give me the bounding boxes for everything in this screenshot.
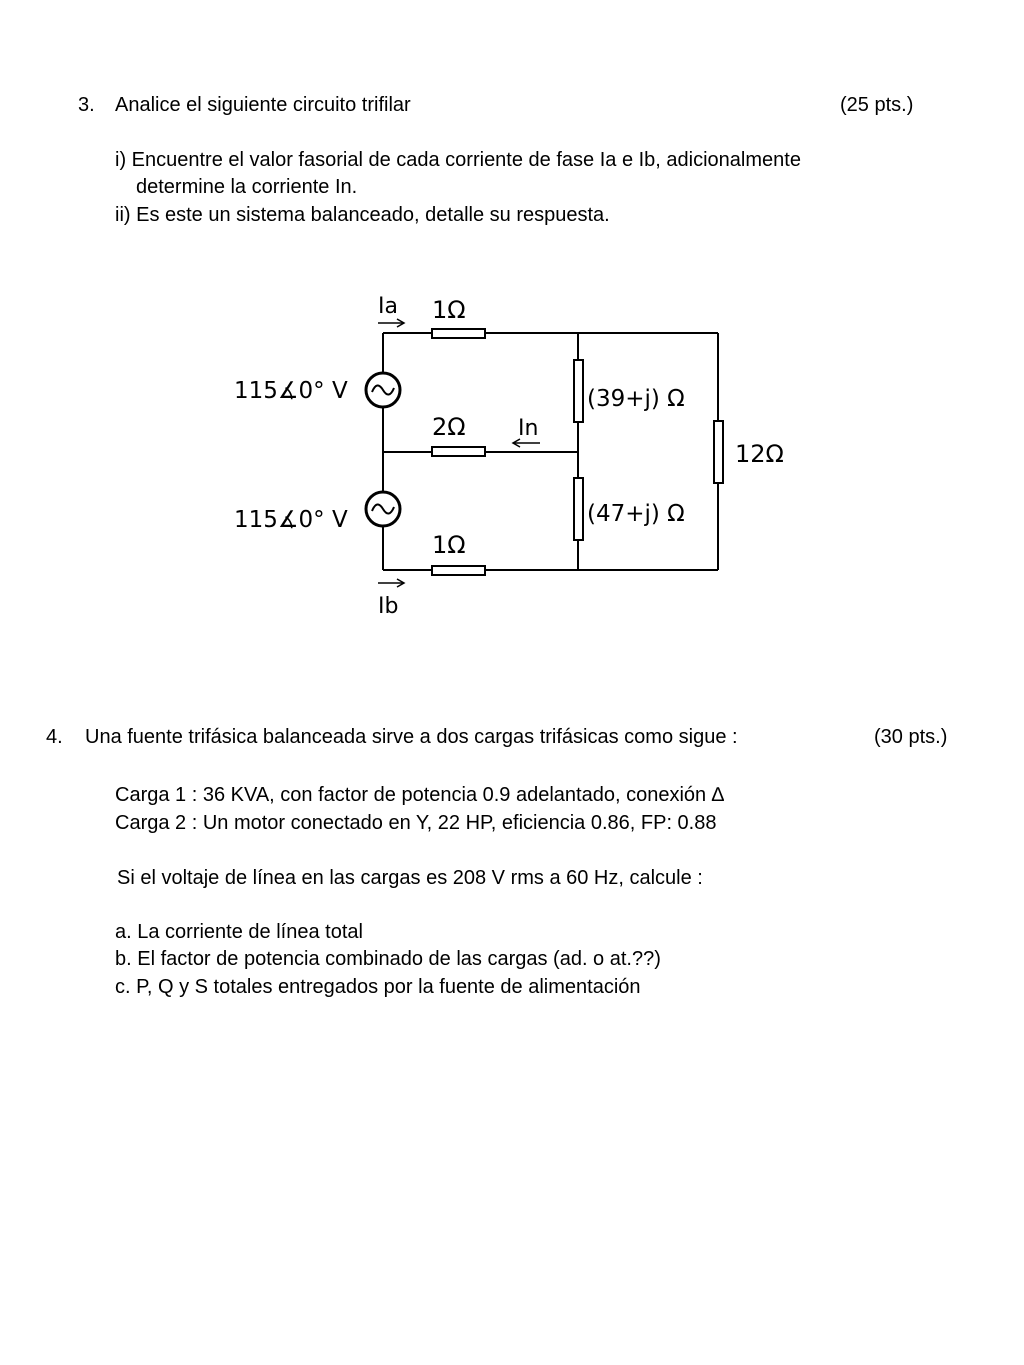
resistor-bottom [432,566,485,575]
label-source-top: 115∡0° V [234,378,348,404]
problem3-points: (25 pts.) [840,94,914,116]
problem3-item-i-line1: i) Encuentre el valor fasorial de cada corriente de fase Ia e Ib, adicionalmente [115,149,801,171]
problem4-item-b: b. El factor de potencia combinado de las cargas (ad. o at.??) [115,948,661,970]
resistor-top [432,329,485,338]
label-z-lower: (47+j) Ω [587,501,685,527]
label-r-right: 12Ω [735,440,784,468]
arrow-ia-icon [378,319,404,327]
ac-source-top [366,373,400,407]
arrow-ib-icon [378,579,404,587]
problem4-question: Si el voltaje de línea en las cargas es 208 V rms a 60 Hz, calcule : [117,867,703,889]
label-r-bottom: 1Ω [432,531,466,559]
problem3-item-i-line2: determine la corriente In. [136,176,358,198]
problem3-title: Analice el siguiente circuito trifilar [115,94,411,116]
label-r-top: 1Ω [432,296,466,324]
problem4-carga2: Carga 2 : Un motor conectado en Y, 22 HP, eficiencia 0.86, FP: 0.88 [115,812,717,834]
label-source-bottom: 115∡0° V [234,507,348,533]
impedance-upper [574,360,583,422]
label-r-mid: 2Ω [432,413,466,441]
ac-source-bottom [366,492,400,526]
problem4-number: 4. [46,726,63,748]
problem4-item-c: c. P, Q y S totales entregados por la fuente de alimentación [115,976,641,998]
label-z-upper: (39+j) Ω [587,386,685,412]
problem4-points: (30 pts.) [874,726,948,748]
label-ia: Ia [378,294,398,319]
label-in: In [518,416,539,441]
label-ib: Ib [378,594,399,619]
problem3-item-ii: ii) Es este un sistema balanceado, detalle su respuesta. [115,204,610,226]
problem3-number: 3. [78,94,95,116]
problem4-carga1: Carga 1 : 36 KVA, con factor de potencia 0.9 adelantado, conexión ∆ [115,784,724,806]
impedance-lower [574,478,583,540]
resistor-middle [432,447,485,456]
problem4-title: Una fuente trifásica balanceada sirve a dos cargas trifásicas como sigue : [85,726,738,748]
resistor-right [714,421,723,483]
problem4-item-a: a. La corriente de línea total [115,921,363,943]
